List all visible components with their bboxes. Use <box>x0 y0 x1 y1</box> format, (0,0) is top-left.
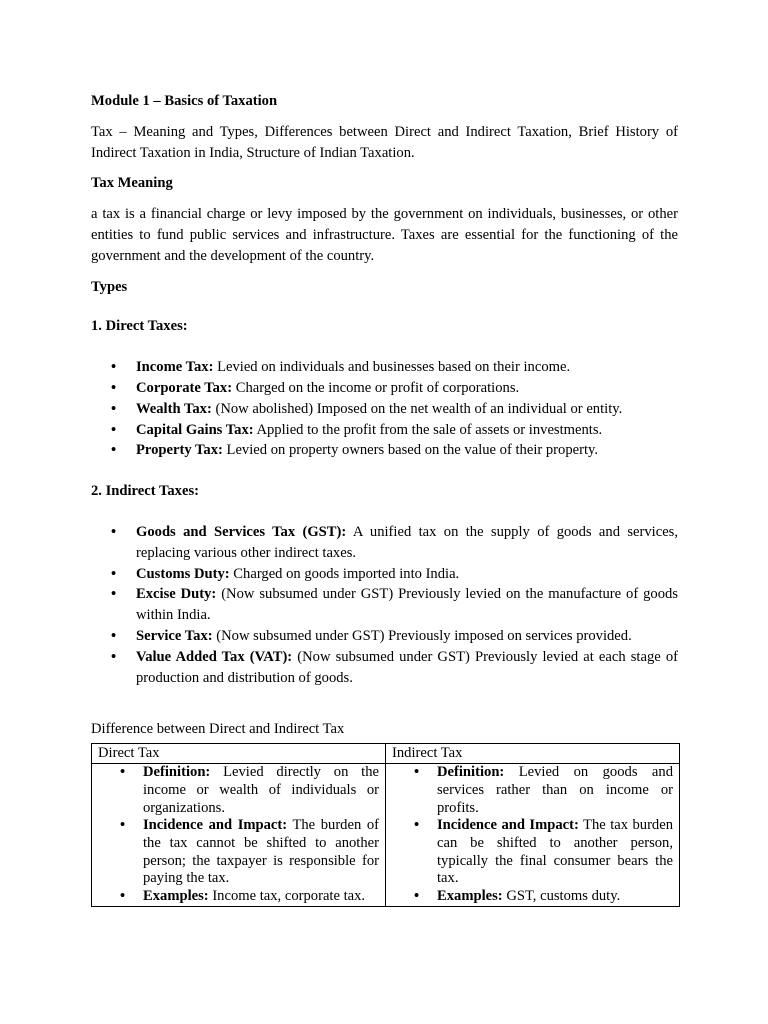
item-text: Charged on goods imported into India. <box>229 565 460 582</box>
list-item <box>91 626 678 647</box>
item-term: Examples: <box>143 888 209 905</box>
bullet: • <box>111 586 117 603</box>
item-text: (Now subsumed under GST) Previously levied on the manufacture of goods within India. <box>136 586 678 624</box>
bullet: • <box>111 421 117 438</box>
list-item <box>91 399 678 420</box>
item-text: The tax burden can be shifted to another person, typically the final consumer bears the tax. <box>437 817 673 887</box>
intro-paragraph: Tax – Meaning and Types, Differences between Direct and Indirect Taxation, Brief History of Indirect Taxation in India, Structure of Indian Taxation. <box>91 123 678 161</box>
bullet: • <box>414 764 420 781</box>
item-term: Definition: <box>143 764 211 781</box>
item-text: (Now subsumed under GST) Previously imposed on services provided. <box>212 627 632 644</box>
item-text: (Now abolished) Imposed on the net wealth of an individual or entity. <box>211 400 623 417</box>
list-item <box>91 584 678 626</box>
list-item <box>91 647 678 689</box>
item-text: Levied on property owners based on the value of their property. <box>222 442 599 459</box>
column-header-indirect: Indirect Tax <box>386 744 680 764</box>
direct-taxes-heading: 1. Direct Taxes: <box>91 318 188 335</box>
direct-tax-points <box>92 764 385 906</box>
item-text: (Now subsumed under GST) Previously levied at each stage of production and distribution of goods. <box>136 648 678 686</box>
table-caption: Difference between Direct and Indirect Tax <box>91 721 345 738</box>
item-term: Capital Gains Tax: <box>136 421 254 438</box>
indirect-tax-points <box>386 764 679 906</box>
list-item <box>91 357 678 378</box>
table-header-row <box>92 744 680 764</box>
item-text: Income tax, corporate tax. <box>208 888 366 905</box>
item-term: Goods and Services Tax (GST): <box>136 523 347 540</box>
bullet: • <box>414 888 420 905</box>
document-page <box>91 91 678 907</box>
list-item <box>92 817 385 888</box>
module-title: Module 1 – Basics of Taxation <box>91 93 278 109</box>
list-item <box>386 764 679 817</box>
indirect-taxes-list <box>91 522 678 688</box>
bullet: • <box>120 764 126 781</box>
bullet: • <box>111 379 117 396</box>
bullet: • <box>120 817 126 834</box>
bullet: • <box>111 627 117 644</box>
list-item <box>91 420 678 441</box>
column-header-direct: Direct Tax <box>92 744 386 764</box>
direct-tax-cell <box>92 764 386 907</box>
indirect-tax-cell <box>386 764 680 907</box>
item-term: Examples: <box>437 888 503 905</box>
item-term: Service Tax: <box>136 627 213 644</box>
item-term: Incidence and Impact: <box>143 817 288 834</box>
tax-meaning-paragraph: a tax is a financial charge or levy imposed by the government on individuals, businesses, or other entities to fund public services and infrastructure. Taxes are essential for the functioning of the government and the development of the country. <box>91 206 678 264</box>
item-text: Levied on goods and services rather than on income or profits. <box>437 764 673 816</box>
item-term: Corporate Tax: <box>136 379 233 396</box>
bullet: • <box>111 359 117 376</box>
item-text: Levied on individuals and businesses based on their income. <box>213 359 571 376</box>
item-term: Income Tax: <box>136 359 214 376</box>
bullet: • <box>111 400 117 417</box>
tax-meaning-heading: Tax Meaning <box>91 175 173 192</box>
list-item <box>91 440 678 461</box>
item-text: Levied directly on the income or wealth of individuals or organizations. <box>143 764 379 816</box>
bullet: • <box>414 817 420 834</box>
list-item <box>91 564 678 585</box>
item-term: Excise Duty: <box>136 586 217 603</box>
item-term: Property Tax: <box>136 442 223 459</box>
item-text: GST, customs duty. <box>502 888 621 905</box>
item-text: The burden of the tax cannot be shifted to another person; the taxpayer is responsible for paying the tax. <box>143 817 379 887</box>
bullet: • <box>120 888 126 905</box>
table-row <box>92 764 680 907</box>
bullet: • <box>111 565 117 582</box>
item-term: Customs Duty: <box>136 565 230 582</box>
indirect-taxes-heading: 2. Indirect Taxes: <box>91 483 199 500</box>
bullet: • <box>111 648 117 665</box>
direct-taxes-list <box>91 357 678 461</box>
bullet: • <box>111 523 117 540</box>
item-text: Charged on the income or profit of corporations. <box>232 379 520 396</box>
bullet: • <box>111 442 117 459</box>
item-term: Incidence and Impact: <box>437 817 579 834</box>
item-text: A unified tax on the supply of goods and services, replacing various other indirect taxes. <box>136 523 678 561</box>
item-term: Wealth Tax: <box>136 400 212 417</box>
list-item <box>386 817 679 888</box>
difference-table <box>91 743 680 907</box>
list-item <box>91 522 678 564</box>
item-term: Value Added Tax (VAT): <box>136 648 293 665</box>
list-item <box>92 764 385 817</box>
types-heading: Types <box>91 278 128 295</box>
list-item <box>91 378 678 399</box>
item-text: Applied to the profit from the sale of assets or investments. <box>253 421 603 438</box>
list-item <box>92 888 385 906</box>
list-item <box>386 888 679 906</box>
item-term: Definition: <box>437 764 505 781</box>
